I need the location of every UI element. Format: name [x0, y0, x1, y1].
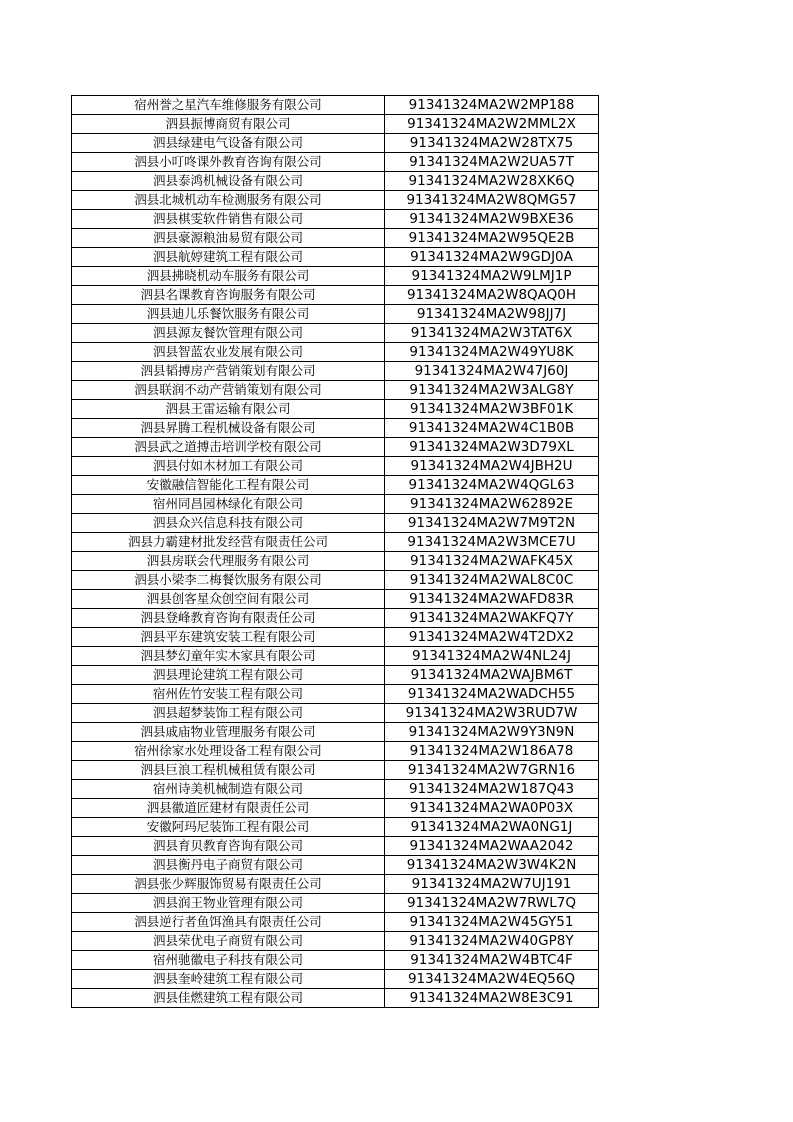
- credit-code-cell: 91341324MA2W9BXE36: [385, 210, 599, 229]
- credit-code-cell: 91341324MA2W40GP8Y: [385, 932, 599, 951]
- company-name-cell: 泗县超梦装饰工程有限公司: [72, 704, 385, 723]
- credit-code-cell: 91341324MA2W7UJ191: [385, 875, 599, 894]
- table-row: [72, 229, 599, 248]
- company-name-cell: 泗县智蓝农业发展有限公司: [72, 343, 385, 362]
- table-row: [72, 457, 599, 476]
- company-name-cell: 宿州誉之星汽车维修服务有限公司: [72, 96, 385, 115]
- table-row: [72, 172, 599, 191]
- credit-code-cell: 91341324MA2W9Y3N9N: [385, 723, 599, 742]
- credit-code-cell: 91341324MA2W187Q43: [385, 780, 599, 799]
- company-name-cell: 泗县联润不动产营销策划有限公司: [72, 381, 385, 400]
- company-registry-table: [71, 95, 599, 1008]
- table-row: [72, 571, 599, 590]
- company-name-cell: 泗县创客星众创空间有限公司: [72, 590, 385, 609]
- company-name-cell: 泗县衡丹电子商贸有限公司: [72, 856, 385, 875]
- company-name-cell: 泗县戚庙物业管理服务有限公司: [72, 723, 385, 742]
- credit-code-cell: 91341324MA2W8QAQ0H: [385, 286, 599, 305]
- credit-code-cell: 91341324MA2W3RUD7W: [385, 704, 599, 723]
- credit-code-cell: 91341324MA2WA0NG1J: [385, 818, 599, 837]
- company-name-cell: 泗县航婷建筑工程有限公司: [72, 248, 385, 267]
- company-name-cell: 宿州同昌园林绿化有限公司: [72, 495, 385, 514]
- credit-code-cell: 91341324MA2W3BF01K: [385, 400, 599, 419]
- table-row: [72, 552, 599, 571]
- table-row: [72, 248, 599, 267]
- company-name-cell: 泗县巨浪工程机械租赁有限公司: [72, 761, 385, 780]
- table-row: [72, 647, 599, 666]
- credit-code-cell: 91341324MA2WAL8C0C: [385, 571, 599, 590]
- credit-code-cell: 91341324MA2W62892E: [385, 495, 599, 514]
- company-name-cell: 泗县登峰教育咨询有限责任公司: [72, 609, 385, 628]
- table-row: [72, 989, 599, 1008]
- company-name-cell: 泗县王雷运输有限公司: [72, 400, 385, 419]
- credit-code-cell: 91341324MA2W3ALG8Y: [385, 381, 599, 400]
- credit-code-cell: 91341324MA2WAFK45X: [385, 552, 599, 571]
- table-row: [72, 514, 599, 533]
- table-row: [72, 590, 599, 609]
- table-row: [72, 343, 599, 362]
- credit-code-cell: 91341324MA2W4T2DX2: [385, 628, 599, 647]
- company-name-cell: 泗县梦幻童年实木家具有限公司: [72, 647, 385, 666]
- table-row: [72, 381, 599, 400]
- company-name-cell: 泗县绿建电气设备有限公司: [72, 134, 385, 153]
- table-row: [72, 438, 599, 457]
- table-row: [72, 742, 599, 761]
- credit-code-cell: 91341324MA2WAFD83R: [385, 590, 599, 609]
- table-row: [72, 96, 599, 115]
- company-name-cell: 泗县房联会代理服务有限公司: [72, 552, 385, 571]
- company-name-cell: 泗县源友餐饮管理有限公司: [72, 324, 385, 343]
- company-name-cell: 泗县棋雯软件销售有限公司: [72, 210, 385, 229]
- credit-code-cell: 91341324MA2W95QE2B: [385, 229, 599, 248]
- table-row: [72, 723, 599, 742]
- company-name-cell: 泗县泰鸿机械设备有限公司: [72, 172, 385, 191]
- credit-code-cell: 91341324MA2W3TAT6X: [385, 324, 599, 343]
- credit-code-cell: 91341324MA2W2MML2X: [385, 115, 599, 134]
- credit-code-cell: 91341324MA2W28XK6Q: [385, 172, 599, 191]
- table-row: [72, 856, 599, 875]
- credit-code-cell: 91341324MA2W4EQ56Q: [385, 970, 599, 989]
- credit-code-cell: 91341324MA2W9GDJ0A: [385, 248, 599, 267]
- company-name-cell: 泗县徽道匠建材有限责任公司: [72, 799, 385, 818]
- table-row: [72, 324, 599, 343]
- credit-code-cell: 91341324MA2W49YU8K: [385, 343, 599, 362]
- credit-code-cell: 91341324MA2WAA2042: [385, 837, 599, 856]
- company-name-cell: 宿州徐家水处理设备工程有限公司: [72, 742, 385, 761]
- table-row: [72, 818, 599, 837]
- table-row: [72, 780, 599, 799]
- company-name-cell: 宿州驰徽电子科技有限公司: [72, 951, 385, 970]
- table-row: [72, 875, 599, 894]
- credit-code-cell: 91341324MA2W3W4K2N: [385, 856, 599, 875]
- table-row: [72, 191, 599, 210]
- credit-code-cell: 91341324MA2W4JBH2U: [385, 457, 599, 476]
- company-name-cell: 泗县荣优电子商贸有限公司: [72, 932, 385, 951]
- credit-code-cell: 91341324MA2WAKFQ7Y: [385, 609, 599, 628]
- company-name-cell: 泗县名课教育咨询服务有限公司: [72, 286, 385, 305]
- company-name-cell: 安徽融信智能化工程有限公司: [72, 476, 385, 495]
- company-name-cell: 宿州佐竹安装工程有限公司: [72, 685, 385, 704]
- company-name-cell: 泗县北城机动车检测服务有限公司: [72, 191, 385, 210]
- table-row: [72, 704, 599, 723]
- company-name-cell: 宿州诗美机械制造有限公司: [72, 780, 385, 799]
- table-row: [72, 761, 599, 780]
- table-row: [72, 913, 599, 932]
- company-name-cell: 安徽阿玛尼装饰工程有限公司: [72, 818, 385, 837]
- table-row: [72, 115, 599, 134]
- table-row: [72, 666, 599, 685]
- table-row: [72, 799, 599, 818]
- company-name-cell: 泗县逆行者鱼饵渔具有限责任公司: [72, 913, 385, 932]
- company-name-cell: 泗县张少辉服饰贸易有限责任公司: [72, 875, 385, 894]
- credit-code-cell: 91341324MA2W98JJ7J: [385, 305, 599, 324]
- company-name-cell: 泗县振博商贸有限公司: [72, 115, 385, 134]
- company-name-cell: 泗县豪源粮油易贸有限公司: [72, 229, 385, 248]
- credit-code-cell: 91341324MA2W9LMJ1P: [385, 267, 599, 286]
- credit-code-cell: 91341324MA2W3MCE7U: [385, 533, 599, 552]
- company-name-cell: 泗县迪儿乐餐饮服务有限公司: [72, 305, 385, 324]
- credit-code-cell: 91341324MA2W186A78: [385, 742, 599, 761]
- credit-code-cell: 91341324MA2W4QGL63: [385, 476, 599, 495]
- credit-code-cell: 91341324MA2W3D79XL: [385, 438, 599, 457]
- credit-code-cell: 91341324MA2WAJBM6T: [385, 666, 599, 685]
- credit-code-cell: 91341324MA2W4C1B0B: [385, 419, 599, 438]
- company-name-cell: 泗县众兴信息科技有限公司: [72, 514, 385, 533]
- company-name-cell: 泗县武之道搏击培训学校有限公司: [72, 438, 385, 457]
- table-row: [72, 837, 599, 856]
- credit-code-cell: 91341324MA2W8QMG57: [385, 191, 599, 210]
- table-row: [72, 134, 599, 153]
- table-row: [72, 400, 599, 419]
- credit-code-cell: 91341324MA2WADCH55: [385, 685, 599, 704]
- table-row: [72, 951, 599, 970]
- table-row: [72, 286, 599, 305]
- company-name-cell: 泗县韬搏房产营销策划有限公司: [72, 362, 385, 381]
- company-name-cell: 泗县润王物业管理有限公司: [72, 894, 385, 913]
- credit-code-cell: 91341324MA2W2MP188: [385, 96, 599, 115]
- credit-code-cell: 91341324MA2W2UA57T: [385, 153, 599, 172]
- table-row: [72, 970, 599, 989]
- company-name-cell: 泗县佳燃建筑工程有限公司: [72, 989, 385, 1008]
- credit-code-cell: 91341324MA2W47J60J: [385, 362, 599, 381]
- table-row: [72, 362, 599, 381]
- company-name-cell: 泗县付如木材加工有限公司: [72, 457, 385, 476]
- table-row: [72, 305, 599, 324]
- company-name-cell: 泗县理论建筑工程有限公司: [72, 666, 385, 685]
- table-row: [72, 419, 599, 438]
- table-row: [72, 476, 599, 495]
- company-name-cell: 泗县昇腾工程机械设备有限公司: [72, 419, 385, 438]
- company-name-cell: 泗县平东建筑安装工程有限公司: [72, 628, 385, 647]
- table-row: [72, 533, 599, 552]
- credit-code-cell: 91341324MA2WA0P03X: [385, 799, 599, 818]
- table-row: [72, 210, 599, 229]
- company-name-cell: 泗县小叮咚课外教育咨询有限公司: [72, 153, 385, 172]
- table-row: [72, 609, 599, 628]
- company-name-cell: 泗县拂晓机动车服务有限公司: [72, 267, 385, 286]
- table-row: [72, 628, 599, 647]
- table-row: [72, 894, 599, 913]
- company-name-cell: 泗县小梁李二梅餐饮服务有限公司: [72, 571, 385, 590]
- table-row: [72, 932, 599, 951]
- table-row: [72, 153, 599, 172]
- credit-code-cell: 91341324MA2W7M9T2N: [385, 514, 599, 533]
- company-name-cell: 泗县力霸建材批发经营有限责任公司: [72, 533, 385, 552]
- credit-code-cell: 91341324MA2W7GRN16: [385, 761, 599, 780]
- credit-code-cell: 91341324MA2W4NL24J: [385, 647, 599, 666]
- table-row: [72, 267, 599, 286]
- credit-code-cell: 91341324MA2W4BTC4F: [385, 951, 599, 970]
- company-name-cell: 泗县奎岭建筑工程有限公司: [72, 970, 385, 989]
- table-row: [72, 685, 599, 704]
- table-body: [72, 96, 599, 1008]
- credit-code-cell: 91341324MA2W28TX75: [385, 134, 599, 153]
- credit-code-cell: 91341324MA2W8E3C91: [385, 989, 599, 1008]
- table-row: [72, 495, 599, 514]
- credit-code-cell: 91341324MA2W7RWL7Q: [385, 894, 599, 913]
- company-name-cell: 泗县育贝教育咨询有限公司: [72, 837, 385, 856]
- credit-code-cell: 91341324MA2W45GY51: [385, 913, 599, 932]
